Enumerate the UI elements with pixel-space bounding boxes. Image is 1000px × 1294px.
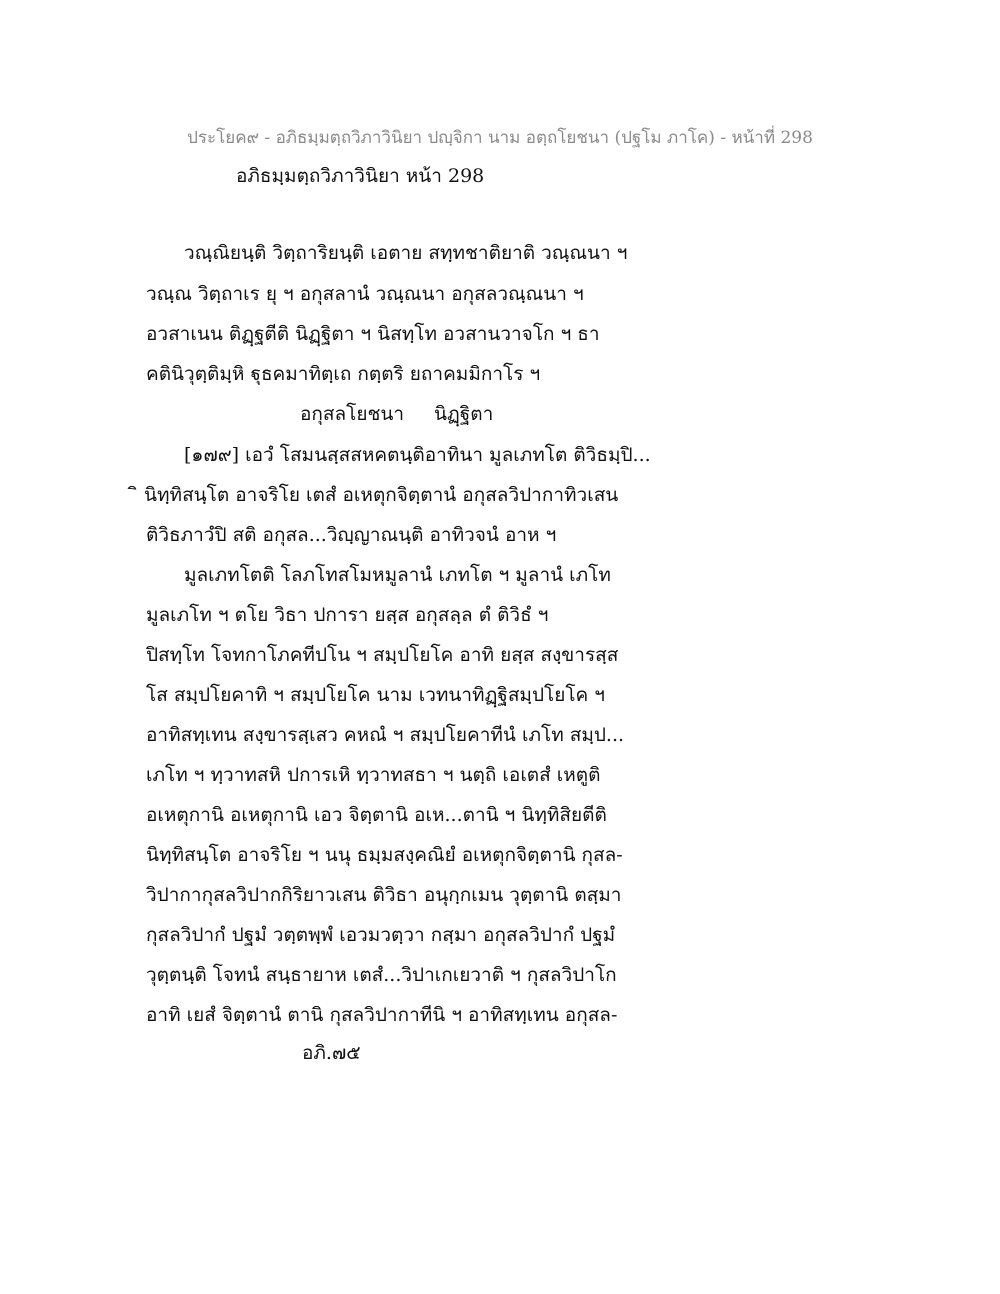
text-line: อาทิสทฺเทน สงฺขารสฺเสว คหณํ ฯ สมฺปโยคาทีนํ เภโท สมฺป... [146,724,625,746]
text-line: อวสาเนน ติฏฺฐตีติ นิฏฺฐิตา ฯ นิสทฺโท อวสานวาจโก ฯ ธา [146,323,600,345]
book-title: อภิธมฺมตฺถวิภาวินิยา หน้า 298 [236,165,485,187]
text-line: เภโท ฯ ทฺวาทสหิ ปการเหิ ทฺวาทสธา ฯ นตฺถิ เอเตสํ เหตูติ [146,764,601,786]
text-line: วณฺณิยนฺติ วิตฺถาริยนฺติ เอตาย สทฺทชาติยาติ วณฺณนา ฯ [184,242,628,264]
text-line: ปิสทฺโท โจทกาโภคทีปโน ฯ สมฺปโยโค อาทิ ยสฺส สงฺขารสฺส [146,644,619,666]
text-line: วุตฺตนฺติ โจทนํ สนฺธายาห เตสํ...วิปาเกเยวาติ ฯ กุสลวิปาโก [146,964,617,986]
text-line: วณฺณ วิตฺถาเร ยุ ฯ อกุสลานํ วณฺณนา อกุสลวณฺณนา ฯ [146,283,584,305]
text-line: โส สมฺปโยคาทิ ฯ สมฺปโยโค นาม เวทนาทิฏฺฐิสมฺปโยโค ฯ [146,684,605,706]
text-line: ติวิธภาวํปิ สติ อกุสล...วิญฺญาณนฺติ อาทิวจนํ อาห ฯ [146,524,557,546]
text-line: ิ นิทฺทิสนฺโต อาจริโย เตสํ อเหตุกจิตฺตานํ อกุสลวิปากาทิวเสน [138,484,619,506]
text-line: [๑๗๙] เอวํ โสมนสฺสสหคตนฺติอาทินา มูลเภทโต ติวิธมฺปิ... [184,444,651,466]
section-heading-right: นิฏฺฐิตา [434,403,494,425]
running-header: ประโยค๙ - อภิธมฺมตฺถวิภาวินิยา ปญฺจิกา นาม อตฺถโยชนา (ปฐโม ภาโค) - หน้าที่ 298 [187,128,813,148]
text-line: มูลเภโท ฯ ตโย วิธา ปการา ยสฺส อกุสลฺล ตํ ติวิธํ ฯ [146,604,549,626]
text-line: นิทฺทิสนฺโต อาจริโย ฯ นนุ ธมฺมสงฺคณิยํ อเหตุกจิตฺตานิ กุสล- [146,844,623,866]
text-line: มูลเภทโตติ โลภโทสโมหมูลานํ เภทโต ฯ มูลานํ เภโท [184,564,611,586]
page-signature: อภิ.๗๕ [302,1042,361,1064]
text-line: วิปากากุสลวิปากกิริยาวเสน ติวิธา อนุกฺกเมน วุตฺตานิ ตสฺมา [146,884,622,906]
text-line: คตินิวุตฺติมฺหิ ฐุธคมาทิตฺเถ กตฺตริ ยถาคมมิกาโร ฯ [146,363,541,385]
section-heading [300,399,493,429]
text-line: อาทิ เยสํ จิตฺตานํ ตานิ กุสลวิปากาทีนิ ฯ อาทิสทฺเทน อกุสล- [146,1004,618,1026]
text-line: กุสลวิปากํ ปฐมํ วตฺตพฺพํ เอวมวตฺวา กสฺมา อกุสลวิปากํ ปฐมํ [146,924,616,946]
text-line: อเหตุกานิ อเหตุกานิ เอว จิตฺตานิ อเห...ตานิ ฯ นิทฺทิสิยตีติ [146,804,607,826]
section-heading-left: อกุสลโยชนา [300,403,405,425]
